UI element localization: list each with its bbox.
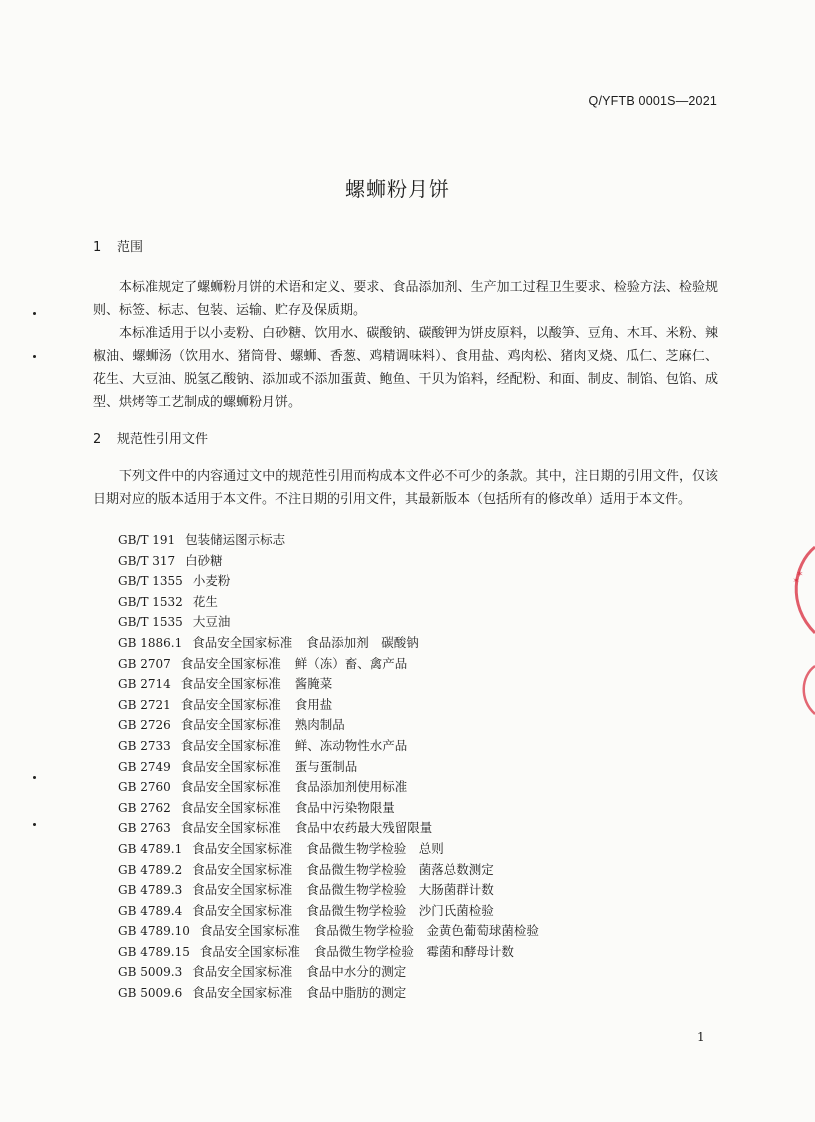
reference-item xyxy=(118,777,539,798)
reference-title: 小麦粉 xyxy=(192,573,231,589)
reference-code: GB/T 317 xyxy=(118,553,176,568)
reference-subtitle: 食品微生物学检验 沙门氏菌检验 xyxy=(306,902,494,918)
reference-item xyxy=(118,551,539,572)
reference-code: GB 1886.1 xyxy=(118,635,183,650)
reference-title: 食品安全国家标准 xyxy=(192,882,293,898)
reference-subtitle: 食品中农药最大残留限量 xyxy=(294,820,433,836)
reference-item xyxy=(118,798,539,819)
reference-subtitle: 食用盐 xyxy=(294,696,333,712)
reference-title: 白砂糖 xyxy=(185,552,223,568)
reference-code: GB 2762 xyxy=(118,800,171,815)
section-2-number: 2 xyxy=(93,432,102,447)
section-2-heading xyxy=(93,428,208,447)
standard-code: Q/YFTB 0001S—2021 xyxy=(588,94,717,108)
reference-code: GB 2733 xyxy=(118,738,171,753)
reference-code: GB 4789.2 xyxy=(118,862,183,877)
reference-list xyxy=(118,530,539,1004)
reference-title: 食品安全国家标准 xyxy=(199,943,300,959)
section-1-paragraph-1: 本标准规定了螺蛳粉月饼的术语和定义、要求、食品添加剂、生产加工过程卫生要求、检验方法、检验规则、标签、标志、包装、运输、贮存及保质期。 xyxy=(93,280,718,318)
reference-code: GB 4789.3 xyxy=(118,883,183,898)
reference-title: 食品安全国家标准 xyxy=(180,676,281,692)
section-1-title: 范围 xyxy=(117,240,144,255)
reference-item xyxy=(118,530,539,551)
reference-item xyxy=(118,674,539,695)
reference-item xyxy=(118,983,539,1004)
reference-code: GB 4789.10 xyxy=(118,924,190,939)
reference-subtitle: 食品添加剂使用标准 xyxy=(294,779,408,795)
reference-title: 食品安全国家标准 xyxy=(180,655,281,671)
scan-speck xyxy=(33,823,36,826)
reference-title: 食品安全国家标准 xyxy=(180,799,281,815)
reference-title: 食品安全国家标准 xyxy=(192,840,293,856)
reference-subtitle: 食品微生物学检验 总则 xyxy=(306,840,444,856)
reference-item xyxy=(118,612,539,633)
reference-code: GB/T 1535 xyxy=(118,615,183,630)
reference-item xyxy=(118,695,539,716)
reference-item xyxy=(118,633,539,654)
reference-title: 食品安全国家标准 xyxy=(192,902,293,918)
section-2-title: 规范性引用文件 xyxy=(117,432,209,447)
reference-subtitle: 食品微生物学检验 菌落总数测定 xyxy=(306,861,494,877)
reference-item xyxy=(118,592,539,613)
scan-speck xyxy=(33,776,36,779)
reference-item xyxy=(118,757,539,778)
reference-subtitle: 食品微生物学检验 大肠菌群计数 xyxy=(306,882,494,898)
section-1-heading xyxy=(93,236,143,255)
reference-item xyxy=(118,942,539,963)
reference-item xyxy=(118,860,539,881)
reference-code: GB/T 1355 xyxy=(118,574,183,589)
reference-subtitle: 蛋与蛋制品 xyxy=(294,758,358,774)
reference-item xyxy=(118,962,539,983)
reference-code: GB 2714 xyxy=(118,677,171,692)
reference-code: GB 2763 xyxy=(118,821,171,836)
section-2-intro: 下列文件中的内容通过文中的规范性引用而构成本文件必不可少的条款。其中，注日期的引用文件，仅该日期对应的版本适用于本文件。不注日期的引用文件，其最新版本（包括所有的修改单）适用于本文件。 xyxy=(93,469,718,507)
scan-speck xyxy=(33,312,36,315)
reference-item xyxy=(118,715,539,736)
reference-title: 大豆油 xyxy=(192,614,231,630)
reference-code: GB/T 191 xyxy=(118,533,176,547)
reference-title: 食品安全国家标准 xyxy=(180,779,281,795)
reference-code: GB 5009.6 xyxy=(118,986,183,1001)
reference-title: 食品安全国家标准 xyxy=(192,985,293,1001)
reference-title: 食品安全国家标准 xyxy=(199,923,300,939)
seal-stamp-fragment xyxy=(775,545,815,635)
page-number: 1 xyxy=(697,1030,705,1044)
reference-item xyxy=(118,654,539,675)
reference-subtitle: 鲜、冻动物性水产品 xyxy=(294,737,408,753)
reference-subtitle: 食品中脂肪的测定 xyxy=(306,985,407,1001)
reference-item xyxy=(118,571,539,592)
reference-subtitle: 食品中污染物限量 xyxy=(294,799,395,815)
reference-item xyxy=(118,921,539,942)
svg-text:✶✶: ✶✶ xyxy=(790,568,808,587)
reference-subtitle: 鲜（冻）畜、禽产品 xyxy=(294,655,408,671)
reference-code: GB/T 1532 xyxy=(118,594,183,609)
reference-code: GB 4789.15 xyxy=(118,944,190,959)
section-1-paragraph-2: 本标准适用于以小麦粉、白砂糖、饮用水、碳酸钠、碳酸钾为饼皮原料，以酸笋、豆角、木耳、米粉、辣椒油、螺蛳汤（饮用水、猪筒骨、螺蛳、香葱、鸡精调味料）、食用盐、鸡肉松、猪肉叉烧、瓜仁、芝麻仁、花生、大豆油、脱氢乙酸钠、添加或不添加蛋黄、鲍鱼、干贝为馅料，经配粉、和面、制皮、制馅、包馅、成型、烘烤等工艺制成的螺蛳粉月饼。 xyxy=(93,326,718,410)
reference-subtitle: 食品微生物学检验 霉菌和酵母计数 xyxy=(313,943,514,959)
seal-stamp-fragment xyxy=(775,645,815,735)
reference-title: 食品安全国家标准 xyxy=(192,964,293,980)
reference-item xyxy=(118,901,539,922)
reference-subtitle: 酱腌菜 xyxy=(294,676,333,692)
reference-title: 食品安全国家标准 xyxy=(180,717,281,733)
reference-code: GB 2749 xyxy=(118,759,171,774)
reference-title: 食品安全国家标准 xyxy=(180,737,281,753)
reference-code: GB 4789.1 xyxy=(118,841,183,856)
reference-title: 食品安全国家标准 xyxy=(192,861,293,877)
reference-title: 花生 xyxy=(192,593,218,609)
reference-code: GB 2760 xyxy=(118,780,171,795)
reference-code: GB 5009.3 xyxy=(118,965,183,980)
section-1-number: 1 xyxy=(93,240,102,255)
reference-code: GB 2726 xyxy=(118,718,171,733)
reference-title: 食品安全国家标准 xyxy=(180,820,281,836)
reference-title: 包装储运图示标志 xyxy=(185,532,286,547)
reference-code: GB 2707 xyxy=(118,656,171,671)
reference-item xyxy=(118,818,539,839)
reference-subtitle: 食品微生物学检验 金黄色葡萄球菌检验 xyxy=(313,923,539,939)
reference-item xyxy=(118,880,539,901)
reference-title: 食品安全国家标准 xyxy=(180,696,281,712)
scan-speck xyxy=(33,355,36,358)
reference-subtitle: 食品添加剂 碳酸钠 xyxy=(306,634,419,650)
reference-item xyxy=(118,736,539,757)
reference-item xyxy=(118,839,539,860)
reference-title: 食品安全国家标准 xyxy=(180,758,281,774)
reference-title: 食品安全国家标准 xyxy=(192,634,293,650)
reference-code: GB 2721 xyxy=(118,697,171,712)
reference-code: GB 4789.4 xyxy=(118,903,183,918)
document-title: 螺蛳粉月饼 xyxy=(345,177,450,201)
reference-subtitle: 熟肉制品 xyxy=(294,717,345,733)
reference-subtitle: 食品中水分的测定 xyxy=(306,964,407,980)
